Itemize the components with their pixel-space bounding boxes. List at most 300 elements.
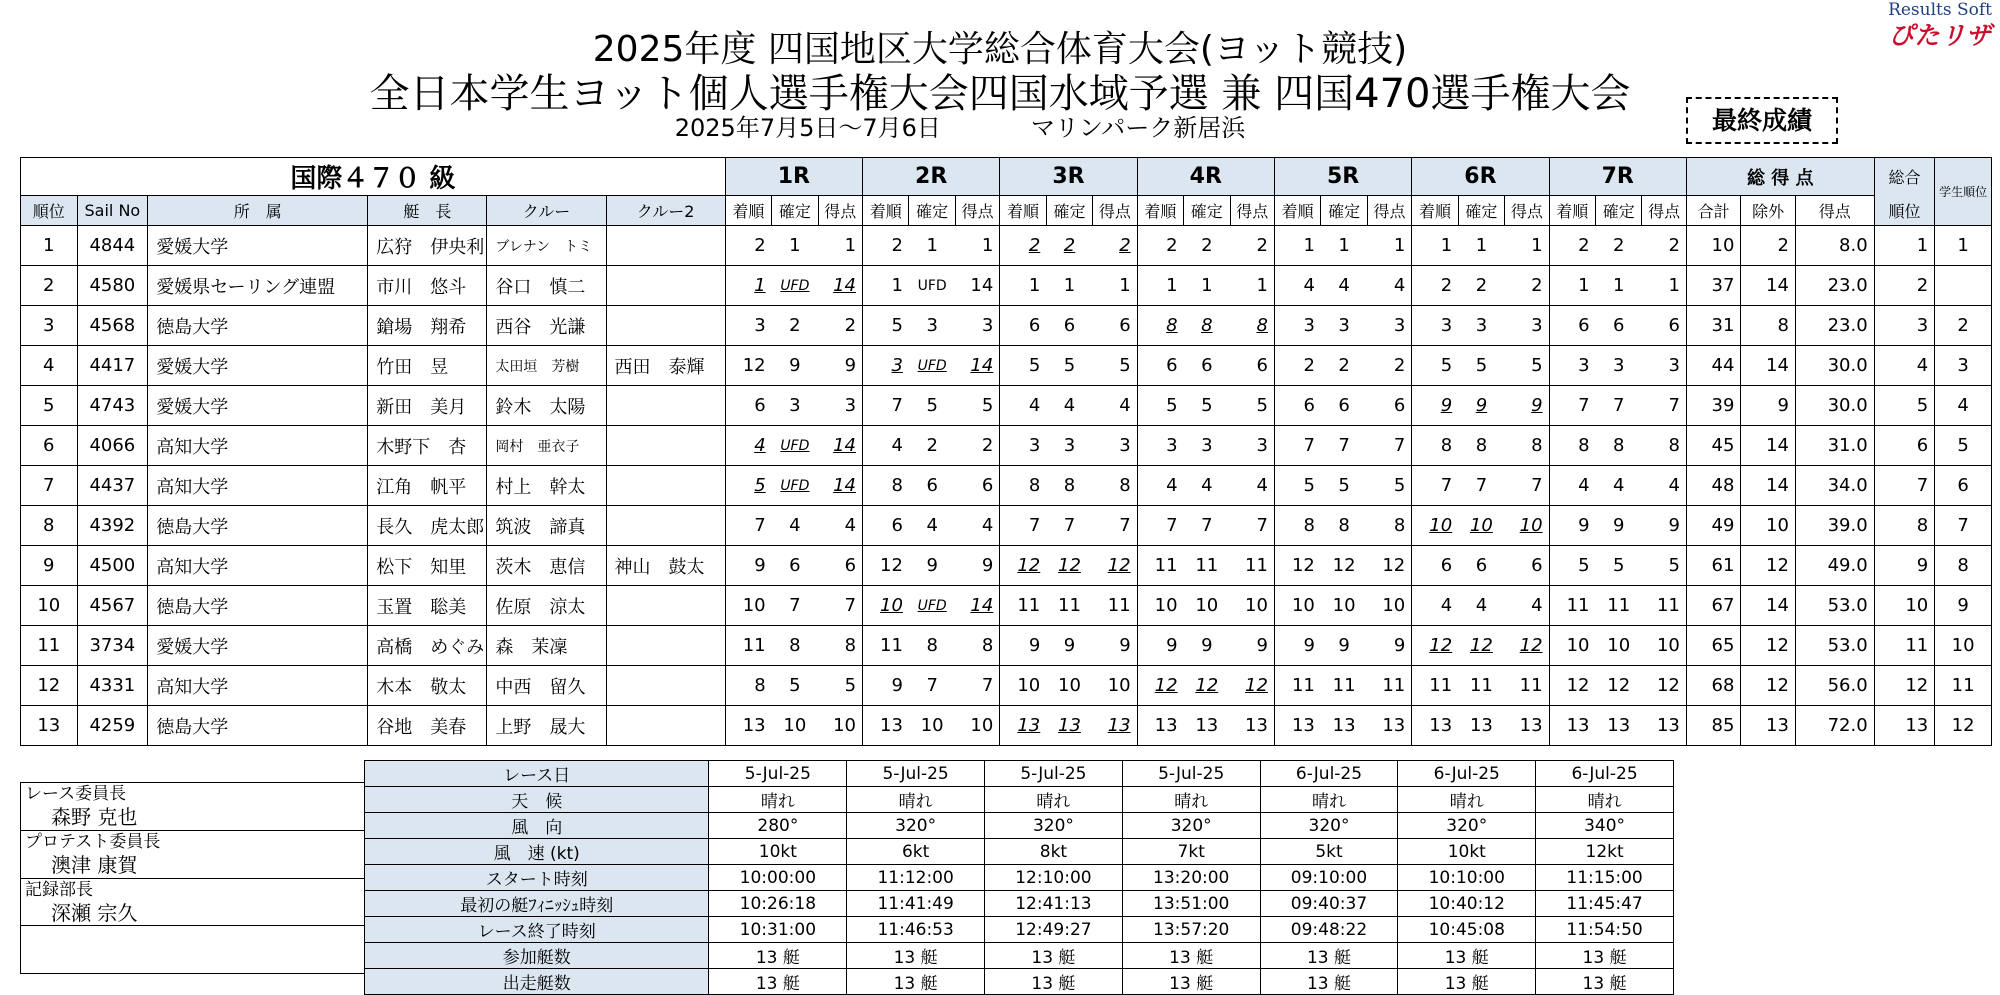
cell-finish: 7 [1549, 386, 1595, 426]
cell-finish: 3 [725, 306, 771, 346]
cell-score: 23.0 [1795, 266, 1874, 306]
cell-confirm: 9 [1596, 506, 1642, 546]
cell-confirm: 9 [1184, 626, 1230, 666]
race-info-value: 11:41:49 [847, 891, 985, 917]
cell-rank: 2 [21, 266, 78, 306]
cell-crew: ブレナン トミ [487, 226, 606, 266]
col-confirm: 確定 [909, 196, 955, 226]
cell-skipper: 鎗場 翔希 [368, 306, 487, 346]
cell-finish: 10 [725, 586, 771, 626]
cell-crew: 森 茉凜 [487, 626, 606, 666]
cell-excluded: 13 [1741, 706, 1796, 746]
cell-confirm: 4 [1321, 266, 1367, 306]
cell-confirm: 5 [1046, 346, 1092, 386]
cell-sail-no: 4259 [77, 706, 148, 746]
cell-finish: 7 [863, 386, 909, 426]
cell-excluded: 14 [1741, 266, 1796, 306]
cell-points: 10 [1093, 666, 1137, 706]
cell-confirm: 2 [909, 426, 955, 466]
cell-excluded: 2 [1741, 226, 1796, 266]
cell-club: 徳島大学 [148, 306, 368, 346]
cell-sail-no: 4392 [77, 506, 148, 546]
cell-finish: 2 [1549, 226, 1595, 266]
cell-club: 愛媛大学 [148, 386, 368, 426]
cell-points: 9 [1505, 386, 1549, 426]
cell-crew2 [606, 466, 725, 506]
cell-confirm: 3 [1458, 306, 1504, 346]
cell-finish: 5 [1549, 546, 1595, 586]
table-row [21, 666, 1992, 706]
cell-finish: 4 [725, 426, 771, 466]
cell-skipper: 新田 美月 [368, 386, 487, 426]
cell-finish: 8 [725, 666, 771, 706]
cell-finish: 8 [1274, 506, 1320, 546]
cell-finish: 12 [1274, 546, 1320, 586]
cell-crew: 佐原 涼太 [487, 586, 606, 626]
race-info-value: 11:12:00 [847, 865, 985, 891]
cell-points: 6 [955, 466, 999, 506]
cell-confirm: 8 [1596, 426, 1642, 466]
cell-score: 8.0 [1795, 226, 1874, 266]
cell-finish: 8 [1549, 426, 1595, 466]
col-confirm: 確定 [1046, 196, 1092, 226]
cell-crew: 谷口 慎二 [487, 266, 606, 306]
cell-crew2 [606, 506, 725, 546]
cell-rank: 4 [21, 346, 78, 386]
cell-crew: 岡村 亜衣子 [487, 426, 606, 466]
cell-confirm: 3 [1046, 426, 1092, 466]
cell-confirm: 9 [1321, 626, 1367, 666]
race-info-value: 6-Jul-25 [1260, 761, 1398, 787]
race-info-value: 13 艇 [847, 969, 985, 995]
cell-overall-rank: 3 [1874, 306, 1935, 346]
cell-points: 5 [1505, 346, 1549, 386]
cell-confirm: 13 [1184, 706, 1230, 746]
cell-student-rank: 11 [1935, 666, 1992, 706]
cell-finish: 3 [1137, 426, 1183, 466]
cell-finish: 7 [1274, 426, 1320, 466]
cell-finish: 11 [863, 626, 909, 666]
table-row [21, 546, 1992, 586]
cell-points: 13 [1505, 706, 1549, 746]
cell-club: 徳島大学 [148, 706, 368, 746]
cell-finish: 13 [725, 706, 771, 746]
cell-points: 3 [1505, 306, 1549, 346]
cell-confirm: 6 [1458, 546, 1504, 586]
cell-points: 3 [955, 306, 999, 346]
race-info-value: 09:40:37 [1260, 891, 1398, 917]
cell-crew: 茨木 恵信 [487, 546, 606, 586]
cell-points: 7 [1505, 466, 1549, 506]
cell-points: 2 [1367, 346, 1411, 386]
official-name: 森野 克也 [51, 805, 138, 829]
cell-points: 9 [1367, 626, 1411, 666]
cell-confirm: 5 [1184, 386, 1230, 426]
class-label: 国際４７０ 級 [21, 158, 726, 196]
cell-points: 1 [955, 226, 999, 266]
race-info-table [364, 760, 1674, 995]
cell-points: 12 [1367, 546, 1411, 586]
cell-confirm: 12 [1046, 546, 1092, 586]
cell-sail-no: 4331 [77, 666, 148, 706]
race-info-value: 320° [985, 813, 1123, 839]
cell-finish: 2 [1137, 226, 1183, 266]
cell-confirm: 3 [909, 306, 955, 346]
cell-sail-no: 3734 [77, 626, 148, 666]
table-row [21, 506, 1992, 546]
cell-excluded: 14 [1741, 426, 1796, 466]
col-confirm: 確定 [772, 196, 818, 226]
race-info-value: 11:45:47 [1536, 891, 1674, 917]
official-role: レース委員長 [25, 784, 127, 804]
cell-points: 3 [818, 386, 862, 426]
round-header: 2R [863, 158, 1000, 196]
race-info-row [365, 969, 1674, 995]
col-points: 得点 [1093, 196, 1137, 226]
cell-finish: 8 [863, 466, 909, 506]
cell-points: 2 [955, 426, 999, 466]
col-sum: 合計 [1686, 196, 1741, 226]
cell-skipper: 江角 帆平 [368, 466, 487, 506]
cell-sail-no: 4500 [77, 546, 148, 586]
col-finish: 着順 [1549, 196, 1595, 226]
table-row [21, 586, 1992, 626]
cell-sail-no: 4567 [77, 586, 148, 626]
cell-score: 30.0 [1795, 386, 1874, 426]
race-info-label: スタート時刻 [365, 865, 709, 891]
cell-confirm: 2 [1046, 226, 1092, 266]
cell-overall-rank: 4 [1874, 346, 1935, 386]
col-sail: Sail No [77, 196, 148, 226]
table-row [21, 706, 1992, 746]
cell-sum: 65 [1686, 626, 1741, 666]
cell-rank: 7 [21, 466, 78, 506]
cell-crew: 中西 留久 [487, 666, 606, 706]
cell-confirm: 13 [1321, 706, 1367, 746]
event-title: 2025年度 四国地区大学総合体育大会(ヨット競技) [592, 29, 1408, 70]
cell-points: 3 [1230, 426, 1274, 466]
cell-confirm: 1 [1596, 266, 1642, 306]
cell-confirm: 5 [1596, 546, 1642, 586]
race-info-value: 13 艇 [1398, 943, 1536, 969]
cell-points: 4 [1642, 466, 1686, 506]
race-info-row [365, 813, 1674, 839]
round-header: 7R [1549, 158, 1686, 196]
race-info-value: 5-Jul-25 [1122, 761, 1260, 787]
cell-confirm: 10 [1184, 586, 1230, 626]
cell-sum: 85 [1686, 706, 1741, 746]
cell-confirm: UFD [772, 466, 818, 506]
cell-points: 1 [818, 226, 862, 266]
race-info-value: 320° [847, 813, 985, 839]
cell-points: 5 [1230, 386, 1274, 426]
cell-finish: 11 [1137, 546, 1183, 586]
event-venue: マリンパーク新居浜 [1030, 114, 1246, 142]
cell-sum: 37 [1686, 266, 1741, 306]
cell-student-rank: 2 [1935, 306, 1992, 346]
cell-crew: 上野 晟大 [487, 706, 606, 746]
cell-finish: 10 [1000, 666, 1046, 706]
cell-points: 11 [1230, 546, 1274, 586]
col-score: 得点 [1795, 196, 1874, 226]
cell-finish: 11 [1274, 666, 1320, 706]
race-info-label: 風 速 (kt) [365, 839, 709, 865]
cell-crew2 [606, 386, 725, 426]
cell-points: 10 [818, 706, 862, 746]
cell-finish: 5 [863, 306, 909, 346]
race-info-value: 11:15:00 [1536, 865, 1674, 891]
cell-confirm: UFD [772, 426, 818, 466]
race-info-value: 晴れ [985, 787, 1123, 813]
divider [21, 925, 365, 926]
cell-points: 9 [955, 546, 999, 586]
cell-finish: 6 [725, 386, 771, 426]
race-info-value: 13 艇 [1536, 943, 1674, 969]
cell-confirm: 4 [1596, 466, 1642, 506]
official-role: 記録部長 [25, 880, 93, 900]
official-role: プロテスト委員長 [25, 832, 161, 852]
cell-points: 7 [955, 666, 999, 706]
col-points: 得点 [818, 196, 862, 226]
cell-sail-no: 4580 [77, 266, 148, 306]
col-club: 所 属 [148, 196, 368, 226]
cell-club: 徳島大学 [148, 506, 368, 546]
table-row [21, 626, 1992, 666]
cell-finish: 11 [1000, 586, 1046, 626]
race-info-value: 晴れ [1260, 787, 1398, 813]
cell-confirm: 12 [1596, 666, 1642, 706]
cell-points: 13 [1642, 706, 1686, 746]
race-info-value: 晴れ [709, 787, 847, 813]
col-points: 得点 [955, 196, 999, 226]
cell-confirm: 7 [1458, 466, 1504, 506]
cell-skipper: 市川 悠斗 [368, 266, 487, 306]
cell-confirm: 8 [1046, 466, 1092, 506]
race-info-value: 5-Jul-25 [709, 761, 847, 787]
overall-header-rank: 順位 [1874, 196, 1935, 226]
cell-confirm: 1 [1458, 226, 1504, 266]
cell-points: 6 [1505, 546, 1549, 586]
race-info-value: 10:00:00 [709, 865, 847, 891]
cell-student-rank: 9 [1935, 586, 1992, 626]
cell-finish: 12 [725, 346, 771, 386]
cell-points: 11 [1367, 666, 1411, 706]
cell-rank: 11 [21, 626, 78, 666]
cell-finish: 6 [1549, 306, 1595, 346]
race-info-value: 320° [1122, 813, 1260, 839]
cell-points: 10 [1230, 586, 1274, 626]
table-row [21, 306, 1992, 346]
cell-crew2 [606, 226, 725, 266]
cell-club: 愛媛県セーリング連盟 [148, 266, 368, 306]
total-header: 総 得 点 [1686, 158, 1874, 196]
cell-excluded: 14 [1741, 346, 1796, 386]
cell-overall-rank: 6 [1874, 426, 1935, 466]
round-header: 6R [1412, 158, 1549, 196]
cell-student-rank: 7 [1935, 506, 1992, 546]
race-info-value: 5-Jul-25 [985, 761, 1123, 787]
table-row [21, 386, 1992, 426]
col-crew2: クルー2 [606, 196, 725, 226]
cell-finish: 7 [1137, 506, 1183, 546]
cell-skipper: 谷地 美春 [368, 706, 487, 746]
cell-points: 14 [818, 426, 862, 466]
col-crew: クルー [487, 196, 606, 226]
cell-confirm: 13 [1596, 706, 1642, 746]
cell-confirm: 8 [772, 626, 818, 666]
cell-crew2 [606, 626, 725, 666]
cell-confirm: 7 [909, 666, 955, 706]
table-row [21, 466, 1992, 506]
cell-points: 7 [1230, 506, 1274, 546]
cell-finish: 11 [725, 626, 771, 666]
cell-confirm: UFD [772, 266, 818, 306]
cell-score: 31.0 [1795, 426, 1874, 466]
race-info-value: 6kt [847, 839, 985, 865]
table-row [21, 266, 1992, 306]
race-info-value: 13:20:00 [1122, 865, 1260, 891]
cell-finish: 4 [1549, 466, 1595, 506]
race-info-row [365, 943, 1674, 969]
cell-overall-rank: 10 [1874, 586, 1935, 626]
cell-sail-no: 4844 [77, 226, 148, 266]
cell-points: 8 [1505, 426, 1549, 466]
cell-confirm: UFD [909, 266, 955, 306]
cell-rank: 3 [21, 306, 78, 346]
cell-skipper: 玉置 聡美 [368, 586, 487, 626]
race-info-label: 出走艇数 [365, 969, 709, 995]
cell-finish: 13 [1137, 706, 1183, 746]
col-excluded: 除外 [1741, 196, 1796, 226]
cell-finish: 9 [863, 666, 909, 706]
race-info-row [365, 891, 1674, 917]
cell-confirm: 6 [772, 546, 818, 586]
cell-confirm: 2 [1184, 226, 1230, 266]
cell-student-rank: 12 [1935, 706, 1992, 746]
cell-points: 7 [1093, 506, 1137, 546]
cell-confirm: 3 [772, 386, 818, 426]
cell-points: 2 [1093, 226, 1137, 266]
cell-finish: 5 [1412, 346, 1458, 386]
col-points: 得点 [1367, 196, 1411, 226]
cell-confirm: 12 [1321, 546, 1367, 586]
race-info-value: 10kt [1398, 839, 1536, 865]
cell-finish: 1 [725, 266, 771, 306]
cell-overall-rank: 9 [1874, 546, 1935, 586]
cell-sail-no: 4417 [77, 346, 148, 386]
cell-confirm: 8 [1321, 506, 1367, 546]
cell-finish: 7 [1412, 466, 1458, 506]
cell-excluded: 12 [1741, 666, 1796, 706]
col-points: 得点 [1505, 196, 1549, 226]
cell-finish: 4 [1137, 466, 1183, 506]
cell-points: 4 [1230, 466, 1274, 506]
cell-score: 30.0 [1795, 346, 1874, 386]
race-info-value: 320° [1398, 813, 1536, 839]
col-confirm: 確定 [1596, 196, 1642, 226]
col-finish: 着順 [1274, 196, 1320, 226]
cell-excluded: 9 [1741, 386, 1796, 426]
cell-rank: 12 [21, 666, 78, 706]
cell-confirm: 6 [909, 466, 955, 506]
race-info-value: 晴れ [1398, 787, 1536, 813]
cell-points: 10 [1505, 506, 1549, 546]
cell-student-rank [1935, 266, 1992, 306]
cell-score: 53.0 [1795, 626, 1874, 666]
cell-finish: 3 [1412, 306, 1458, 346]
cell-finish: 2 [1412, 266, 1458, 306]
cell-rank: 10 [21, 586, 78, 626]
table-row [21, 346, 1992, 386]
cell-points: 11 [1093, 586, 1137, 626]
race-info-value: 10:26:18 [709, 891, 847, 917]
cell-confirm: 1 [1046, 266, 1092, 306]
cell-points: 1 [1642, 266, 1686, 306]
race-info-value: 12:49:27 [985, 917, 1123, 943]
cell-confirm: 5 [1321, 466, 1367, 506]
cell-overall-rank: 8 [1874, 506, 1935, 546]
race-info-value: 13 艇 [1122, 943, 1260, 969]
cell-score: 34.0 [1795, 466, 1874, 506]
cell-confirm: 6 [1596, 306, 1642, 346]
cell-confirm: 1 [1184, 266, 1230, 306]
cell-confirm: 5 [772, 666, 818, 706]
cell-confirm: 2 [1321, 346, 1367, 386]
cell-points: 8 [1230, 306, 1274, 346]
cell-points: 2 [1642, 226, 1686, 266]
cell-score: 39.0 [1795, 506, 1874, 546]
cell-crew2 [606, 426, 725, 466]
cell-crew2 [606, 266, 725, 306]
col-points: 得点 [1642, 196, 1686, 226]
race-info-value: 13 艇 [985, 969, 1123, 995]
cell-points: 4 [818, 506, 862, 546]
race-info-label: 風 向 [365, 813, 709, 839]
cell-finish: 3 [1549, 346, 1595, 386]
race-info-label: 天 候 [365, 787, 709, 813]
student-rank-header: 学生順位 [1935, 158, 1992, 226]
cell-confirm: 10 [772, 706, 818, 746]
cell-confirm: 9 [772, 346, 818, 386]
race-info-value: 11:46:53 [847, 917, 985, 943]
cell-confirm: 4 [772, 506, 818, 546]
cell-student-rank: 5 [1935, 426, 1992, 466]
cell-points: 1 [1093, 266, 1137, 306]
cell-points: 9 [1093, 626, 1137, 666]
race-info-value: 10:40:12 [1398, 891, 1536, 917]
cell-finish: 1 [1137, 266, 1183, 306]
cell-score: 23.0 [1795, 306, 1874, 346]
cell-confirm: 9 [1458, 386, 1504, 426]
cell-confirm: 7 [1321, 426, 1367, 466]
cell-points: 14 [955, 266, 999, 306]
cell-points: 8 [955, 626, 999, 666]
cell-points: 11 [1505, 666, 1549, 706]
race-info-value: 6-Jul-25 [1398, 761, 1536, 787]
cell-finish: 8 [1412, 426, 1458, 466]
brand-logo: ぴたリザ [1888, 21, 1992, 50]
cell-finish: 6 [1412, 546, 1458, 586]
cell-confirm: 1 [772, 226, 818, 266]
cell-club: 愛媛大学 [148, 226, 368, 266]
cell-points: 14 [955, 586, 999, 626]
cell-confirm: 3 [1184, 426, 1230, 466]
cell-confirm: 7 [1596, 386, 1642, 426]
cell-crew: 太田垣 芳樹 [487, 346, 606, 386]
cell-skipper: 広狩 伊央利 [368, 226, 487, 266]
cell-confirm: 3 [1596, 346, 1642, 386]
cell-points: 7 [1642, 386, 1686, 426]
